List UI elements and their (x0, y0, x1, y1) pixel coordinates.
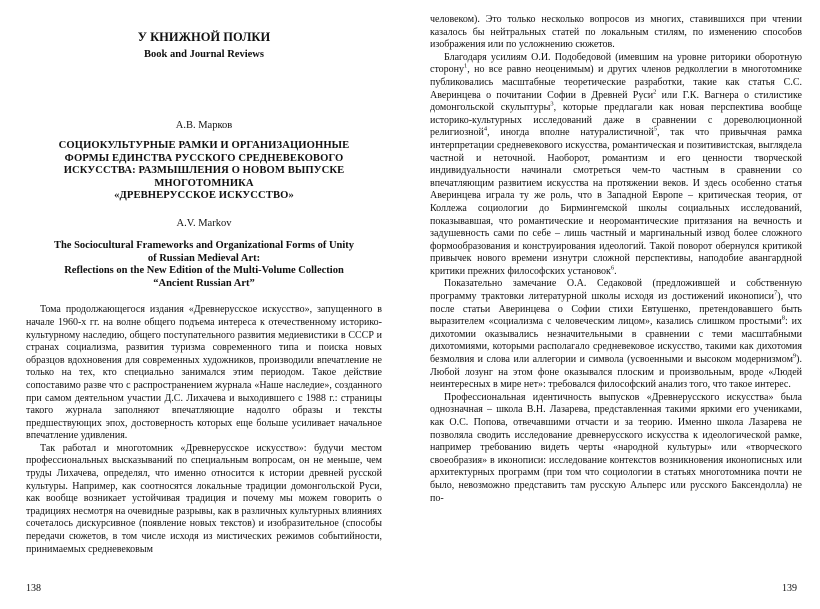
footnote-ref[interactable]: 6 (610, 264, 615, 272)
text-run: Показательно замечание О.А. Седаковой (предложившей и собственную программу трактовки литературной школы исходя из достижений иконописи (430, 278, 802, 303)
text-run: , которые предлагали как новая перспектива вообще историко-культурных исследований даже в сравнении с дореволюционной религиозной (430, 102, 802, 139)
right-body-text (430, 14, 802, 505)
title-en-line: “Ancient Russian Art” (153, 277, 255, 289)
right-column (430, 14, 802, 505)
paragraph (430, 278, 802, 391)
title-ru-line: «ДРЕВНЕРУССКОЕ ИСКУССТВО» (114, 190, 294, 202)
page-right (410, 0, 820, 609)
page-number-right: 139 (782, 583, 797, 594)
title-ru-line: СОЦИОКУЛЬТУРНЫЕ РАМКИ И ОРГАНИЗАЦИОННЫЕ (58, 140, 350, 151)
title-en-line: Reflections on the New Edition of the Multi-Volume Collection (64, 265, 344, 277)
paragraph: Тома продолжающегося издания «Древнерусское искусство», запущенного в начале 1960-х гг. на волне общего подъема интереса к отечественному историко-культурному наследию, общего поступательного развития медиевистики в СССР и странах социализма, развития туризма современного типа и поиска новых образцов вдохновения для современных художников, производили впечатление не только на тех, кто специально занимался этим периодом. Такое действие сопоставимо разве что с распространением журнала «Наше наследие», созданного при самом деятельном участии Д.С. Лихачева и выходившего с 1988 г.: страницы такого журнала заполняют впечатляющие надолго образы и тексты предшествующих эпох, достоверность которых еще больше усиливает начальное впечатление удивления. (26, 304, 382, 442)
footnote-ref[interactable]: 2 (653, 88, 657, 96)
left-column (26, 30, 382, 556)
text-run: , иногда вполне натуралистичной (487, 127, 654, 139)
text-run: . (614, 265, 617, 277)
text-run: , но все равно неоценимым) и других членов редколлегии в многотомнике публиковались масштабные теоретические разработки, такие как статья С.С. Аверинцева о почитании Софии в Древней Руси (430, 64, 802, 101)
footnote-ref[interactable]: 5 (653, 126, 658, 134)
footnote-ref[interactable]: 4 (483, 126, 488, 134)
title-en-line: The Sociocultural Frameworks and Organizational Forms of Unity (53, 239, 355, 251)
left-body-text (26, 304, 382, 556)
title-en-line: of Russian Medieval Art: (147, 252, 261, 264)
text-run: ), что после статьи Аверинцева о Софии стихи Евтушенко, претендовавшего быть выразителем «социализма с человеческим лицом», казались слишком простыми (430, 291, 802, 328)
paragraph (430, 392, 802, 505)
author-ru: А.В. Марков (175, 120, 233, 131)
text-run: , так что привычная рамка интерпретации средневекового искусства, романтическая и позитивистская, выглядела частной и неточной. Наоборот, романтизм и его ценности творческой индивидуальности начинали смотреться чем-то частным в сравнении со впечатляющим развитием искусства на протяжении веков. И здесь особенно статья Аверинцева играла ту же роль, что в Западной Европе – критическая теория, от Коллежа социологии до Бирмингемской школы социальных исследований, показывавшая, что романтические и неоромантические притязания на вечность и задушевность сами по себе – лишь частный и маргинальный извод более сложного формообразования и конструирования идеологий. Такой поворот обернулся критикой привычек нового времени изнутри сложной перспективы, наподобие авангардной критики прежних философских установок (430, 127, 803, 277)
paragraph (430, 52, 802, 279)
text-run: ). Любой лозунг на этом фоне оказывался плоским и произвольным, вроде «Людей неинтересных в мире нет»: требовался философский анализ того, что такое интерес. (430, 354, 802, 391)
footnote-ref[interactable]: 8 (781, 314, 785, 322)
article-title-ru (26, 140, 382, 203)
text-run: или Г.К. Вагнера о стилистике домонгольской скульптуры (430, 89, 802, 114)
title-ru-line: МНОГОТОМНИКА (154, 177, 254, 189)
footnote-ref[interactable]: 1 (464, 63, 468, 71)
text-run: : их дихотомии оказывались незначительными в сравнении с теми масштабными дихотомиями, которыми располагало средневековое искусство, такими как дихотомия безмолвия и слова или аллегории и символа (усвоенными и высоком модернизмом (430, 316, 802, 366)
author-en: A.V. Markov (176, 217, 232, 229)
page-number-left: 138 (26, 583, 41, 594)
section-title: У КНИЖНОЙ ПОЛКИ (137, 30, 271, 44)
paragraph: Так работал и многотомник «Древнерусское искусство»: будучи местом профессиональных высказываний по специальным вопросам, он не меньше, чем труды Лихачева, определял, что именно относится к истории древней русской культуры. Например, как соотносятся локальные традиции домонгольской Руси, как вообще возникает устойчивая традиция и почему мы можем говорить о традициях несмотря на очевидные разрывы, как в различных культурных влияниях сочеталось дискурсивное (появление новых текстов) и изобразительное (способы передачи сюжетов, в том числе исходя из мистических режимов событийности, принимаемых средневековым (26, 442, 382, 555)
text-run: человеком). Это только несколько вопросов из многих, ставившихся при чтении казалось бы нейтральных статей по локальным стилям, по изменению способов изображения или по усложнению сюжетов. (430, 14, 802, 51)
article-title-en (26, 240, 382, 290)
text-run: Благодаря усилиям О.И. Подобедовой (имевшим на уровне риторики оборотную сторону (430, 51, 802, 76)
section-subtitle: Book and Journal Reviews (144, 49, 264, 60)
footnote-ref[interactable]: 9 (792, 352, 797, 360)
footnote-ref[interactable]: 7 (774, 289, 778, 297)
title-ru-line: ФОРМЫ ЕДИНСТВА РУССКОГО СРЕДНЕВЕКОВОГО (64, 152, 344, 164)
footnote-ref[interactable]: 3 (550, 100, 554, 108)
paragraph (430, 14, 802, 52)
text-run: Профессиональная идентичность выпусков «Древнерусского искусства» была однозначная – школа В.Н. Лазарева, представленная такими яркими его учениками, как О.С. Попова, отвечавшими отчасти и за теорию. Именно школа Лазарева не позволяла сводить исследование древнерусского искусства к идеологической рамке, например требованию видеть черты «народной культуры» или «творческого своеобразия» в иконописи: исследование контекстов возникновения иконописных или архитектурных программ (при том что социологии в статьях многотомника почти не было, невозможно представить там русскую Альперс или русского Баксендолла) не по- (430, 391, 802, 504)
title-ru-line: ИСКУССТВА: РАЗМЫШЛЕНИЯ О НОВОМ ВЫПУСКЕ (63, 165, 345, 177)
